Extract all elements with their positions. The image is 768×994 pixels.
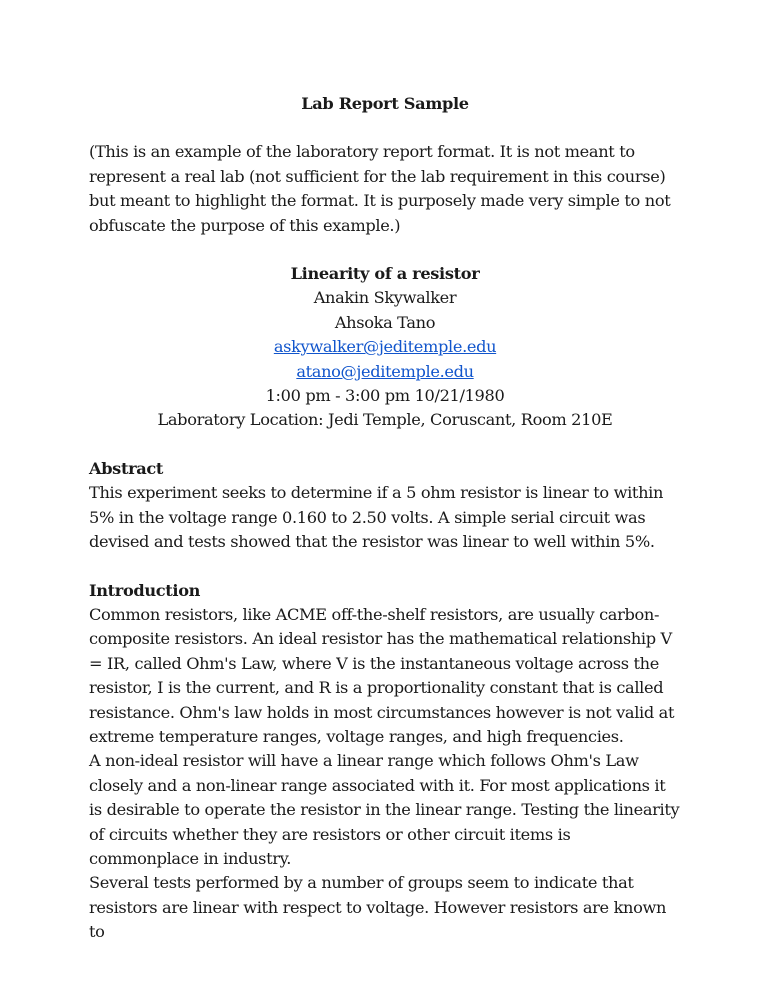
- author-2: Ahsoka Tano: [334, 312, 436, 332]
- author-1: Anakin Skywalker: [313, 288, 457, 308]
- lab-location: Laboratory Location: Jedi Temple, Coruscant, Room 210E: [157, 410, 613, 430]
- introduction-section: [89, 579, 681, 945]
- document-page: [89, 92, 681, 969]
- email-link-1[interactable]: askywalker@jeditemple.edu: [273, 337, 497, 357]
- abstract-section: [89, 457, 681, 555]
- abstract-text: This experiment seeks to determine if a 5 ohm resistor is linear to within 5% in the voltage range 0.160 to 2.50 volts. A simple serial circuit was devised and tests showed that the resistor was linear to well within 5%.: [89, 483, 664, 552]
- experiment-title: Linearity of a resistor: [290, 264, 480, 284]
- abstract-heading: Abstract: [89, 458, 164, 478]
- report-header: [89, 262, 681, 433]
- email-link-2[interactable]: atano@jeditemple.edu: [296, 361, 474, 381]
- lab-time: 1:00 pm - 3:00 pm 10/21/1980: [265, 386, 505, 406]
- introduction-paragraph-3: Several tests performed by a number of groups seem to indicate that resistors are linear with respect to voltage. However resistors are known to: [89, 873, 667, 942]
- intro-note: (This is an example of the laboratory report format. It is not meant to represent a real lab (not sufficient for the lab requirement in this course) but meant to highlight the format. It is purposely made very simple to not obfuscate the purpose of this example.): [89, 142, 671, 235]
- introduction-paragraph-1: Common resistors, like ACME off-the-shelf resistors, are usually carbon-composite resistors. An ideal resistor has the mathematical relationship V = IR, called Ohm's Law, where V is the instantaneous voltage across the resistor, I is the current, and R is a proportionality constant that is called resistance. Ohm's law holds in most circumstances however is not valid at extreme temperature ranges, voltage ranges, and high frequencies.: [89, 604, 675, 746]
- document-title: Lab Report Sample: [301, 94, 469, 113]
- introduction-paragraph-2: A non-ideal resistor will have a linear range which follows Ohm's Law closely and a non-linear range associated with it. For most applications it is desirable to operate the resistor in the linear range. Testing the linearity of circuits whether they are resistors or other circuit items is commonplace in industry.: [89, 751, 680, 868]
- introduction-heading: Introduction: [89, 580, 201, 600]
